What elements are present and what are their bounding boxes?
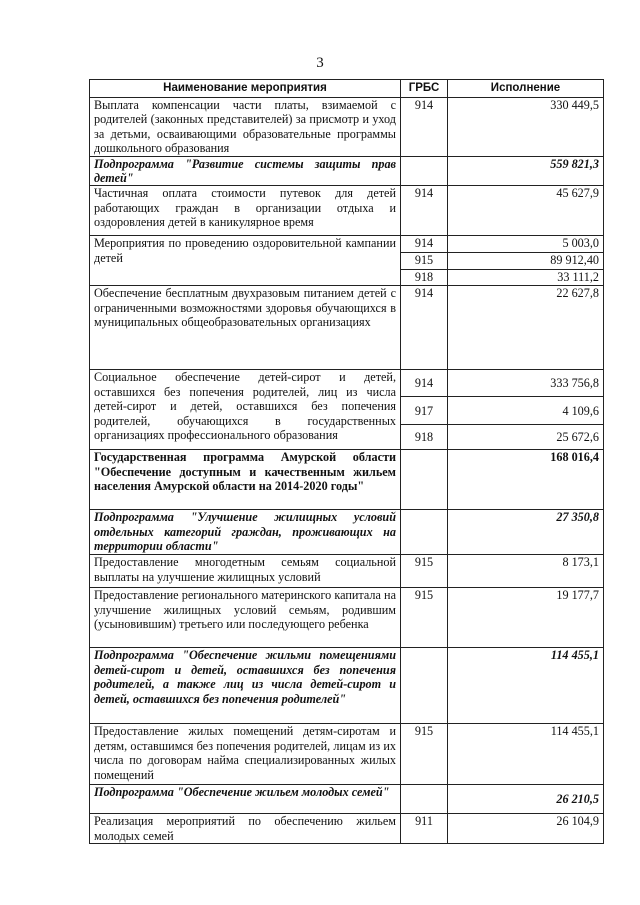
row-grbs: 911 [401, 814, 448, 844]
row-name: Предоставление регионального материнского капитала на улучшение жилищных условий семьям, родившим (усыновившим) третьего или последующего ребенка [90, 588, 401, 648]
header-grbs: ГРБС [401, 80, 448, 98]
row-amount: 33 111,2 [448, 270, 604, 286]
subprogram-name: Подпрограмма "Улучшение жилищных условий отдельных категорий граждан, проживающих на территории области" [90, 510, 401, 555]
page-number: 3 [316, 55, 324, 71]
row-amount: 26 104,9 [448, 814, 604, 844]
row-amount: 5 003,0 [448, 236, 604, 253]
row-amount: 330 449,5 [448, 98, 604, 157]
table-row [90, 286, 604, 370]
row-amount: 333 756,8 [448, 370, 604, 397]
program-name: Государственная программа Амурской области "Обеспечение доступным и качественным жильем населения Амурской области на 2014-2020 годы" [90, 450, 401, 510]
row-grbs [401, 156, 448, 186]
header-name: Наименование мероприятия [90, 80, 401, 98]
table-row [90, 510, 604, 555]
row-amount: 22 627,8 [448, 286, 604, 370]
row-grbs: 914 [401, 236, 448, 253]
row-grbs: 915 [401, 253, 448, 270]
row-grbs: 918 [401, 270, 448, 286]
row-amount: 45 627,9 [448, 186, 604, 236]
row-grbs [401, 648, 448, 724]
row-name: Социальное обеспечение детей-сирот и детей, оставшихся без попечения родителей, лиц из числа детей-сирот и детей, оставшихся без попечения родителей, обучающихся в государственных организациях профессионального образования [90, 370, 401, 450]
table-row [90, 648, 604, 724]
table-row [90, 814, 604, 844]
row-grbs: 915 [401, 724, 448, 785]
row-name: Выплата компенсации части платы, взимаемой с родителей (законных представителей) за присмотр и уход за детьми, осваивающими образовательные программы дошкольного образования [90, 98, 401, 157]
table-header-row [90, 80, 604, 98]
row-grbs [401, 785, 448, 814]
row-name: Обеспечение бесплатным двухразовым питанием детей с ограниченными возможностями здоровья обучающихся в муниципальных общеобразовательных организациях [90, 286, 401, 370]
row-name: Предоставление жилых помещений детям-сиротам и детям, оставшимся без попечения родителей, лицам из их числа по договорам найма специализированных жилых помещений [90, 724, 401, 785]
table-row [90, 186, 604, 236]
row-name: Мероприятия по проведению оздоровительной кампании детей [90, 236, 401, 286]
row-grbs: 914 [401, 186, 448, 236]
row-amount: 114 455,1 [448, 724, 604, 785]
table-row [90, 588, 604, 648]
subprogram-name: Подпрограмма "Обеспечение жильми помещениями детей-сирот и детей, оставшихся без попечения родителей, а также лиц из числа детей-сирот и детей, оставшихся без попечения родителей" [90, 648, 401, 724]
table-row [90, 785, 604, 814]
table-row [90, 555, 604, 588]
table-row [90, 156, 604, 186]
row-grbs: 914 [401, 98, 448, 157]
subprogram-name: Подпрограмма "Развитие системы защиты прав детей" [90, 156, 401, 186]
row-amount: 25 672,6 [448, 425, 604, 450]
table-row [90, 450, 604, 510]
subprogram-name: Подпрограмма "Обеспечение жильем молодых семей" [90, 785, 401, 814]
row-grbs [401, 450, 448, 510]
row-name: Частичная оплата стоимости путевок для детей работающих граждан в организации отдыха и оздоровления детей в каникулярное время [90, 186, 401, 236]
row-grbs: 914 [401, 286, 448, 370]
row-grbs: 915 [401, 588, 448, 648]
row-grbs: 914 [401, 370, 448, 397]
row-amount: 4 109,6 [448, 397, 604, 425]
row-grbs: 918 [401, 425, 448, 450]
subprogram-amount: 26 210,5 [448, 785, 604, 814]
header-amount: Исполнение [448, 80, 604, 98]
table-row [90, 724, 604, 785]
subprogram-amount: 114 455,1 [448, 648, 604, 724]
row-name: Предоставление многодетным семьям социальной выплаты на улучшение жилищных условий [90, 555, 401, 588]
table-row [90, 98, 604, 157]
table-row [90, 370, 604, 397]
row-name: Реализация мероприятий по обеспечению жильем молодых семей [90, 814, 401, 844]
row-grbs: 917 [401, 397, 448, 425]
row-grbs [401, 510, 448, 555]
row-grbs: 915 [401, 555, 448, 588]
subprogram-amount: 559 821,3 [448, 156, 604, 186]
subprogram-amount: 27 350,8 [448, 510, 604, 555]
expenditure-table [89, 79, 604, 844]
row-amount: 19 177,7 [448, 588, 604, 648]
row-amount: 8 173,1 [448, 555, 604, 588]
row-amount: 89 912,40 [448, 253, 604, 270]
program-amount: 168 016,4 [448, 450, 604, 510]
table-row [90, 236, 604, 253]
